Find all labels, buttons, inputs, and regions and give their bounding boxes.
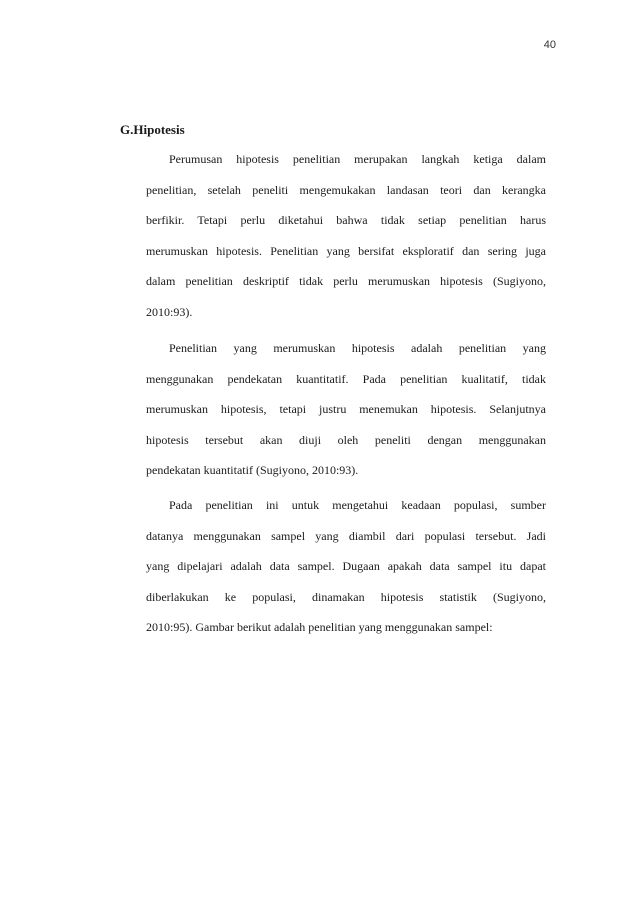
paragraph-text (146, 490, 546, 643)
text-line: merumuskan hipotesis, tetapi justru menemukan hipotesis. Selanjutnya (146, 402, 546, 416)
paragraph-text (146, 333, 546, 486)
text-line: 2010:93). (146, 304, 193, 319)
text-line: Penelitian yang merumuskan hipotesis adalah penelitian yang (169, 341, 546, 355)
text-line: datanya menggunakan sampel yang diambil dari populasi tersebut. Jadi (146, 528, 546, 543)
text-line: pendekatan kuantitatif (Sugiyono, 2010:93). (146, 463, 359, 477)
text-line: dalam penelitian deskriptif tidak perlu merumuskan hipotesis (Sugiyono, (146, 274, 546, 288)
text-line: Perumusan hipotesis penelitian merupakan langkah ketiga dalam (169, 152, 546, 166)
text-line: hipotesis tersebut akan diuji oleh peneliti dengan menggunakan (146, 432, 546, 447)
text-line: penelitian, setelah peneliti mengemukakan landasan teori dan kerangka (146, 182, 546, 197)
paragraph-3 (146, 490, 546, 643)
text-line: berfikir. Tetapi perlu diketahui bahwa tidak setiap penelitian harus (146, 213, 546, 227)
paragraph-2 (146, 333, 546, 486)
paragraph-1 (146, 144, 546, 327)
section-heading: G.Hipotesis (120, 122, 185, 137)
paragraph-text (146, 144, 546, 327)
text-line: yang dipelajari adalah data sampel. Dugaan apakah data sampel itu dapat (146, 559, 546, 573)
text-line: merumuskan hipotesis. Penelitian yang bersifat eksploratif dan sering juga (146, 243, 546, 258)
page-number: 40 (543, 39, 556, 51)
text-line: Pada penelitian ini untuk mengetahui keadaan populasi, sumber (169, 498, 546, 512)
text-line: menggunakan pendekatan kuantitatif. Pada penelitian kualitatif, tidak (146, 371, 546, 386)
text-line: diberlakukan ke populasi, dinamakan hipotesis statistik (Sugiyono, (146, 589, 546, 604)
text-line: 2010:95). Gambar berikut adalah penelitian yang menggunakan sampel: (146, 620, 493, 634)
